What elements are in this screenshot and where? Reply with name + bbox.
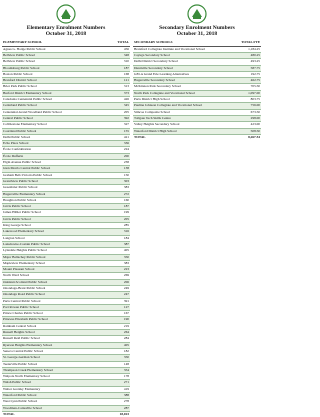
- enrolment-value-cell: 219: [106, 323, 130, 329]
- enrolment-value-cell: 271: [106, 380, 130, 386]
- school-name-cell: Hagersville Secondary School: [133, 78, 233, 84]
- school-name-cell: Graham Bell-Victoria Public School: [2, 172, 106, 178]
- enrolment-value-cell: 205: [106, 216, 130, 222]
- school-name-cell: Teeterville Public School: [2, 361, 106, 367]
- school-name-cell: Brier Park Public School: [2, 84, 106, 90]
- enrolment-value-cell: 121: [106, 78, 130, 84]
- school-name-cell: Jarvis Public School: [2, 216, 106, 222]
- enrolment-value-cell: 160: [106, 197, 130, 203]
- enrolment-value-cell: 184: [106, 235, 130, 241]
- school-name-cell: Bloomsburg Public School: [2, 65, 106, 71]
- school-name-cell: Seneca Central Public School: [2, 348, 106, 354]
- school-name-cell: Central Public School: [2, 115, 106, 121]
- enrolment-value-cell: 190: [106, 317, 130, 323]
- enrolment-value-cell: 285: [106, 223, 130, 229]
- school-name-cell: Walter Gretzky Elementary: [2, 386, 106, 392]
- enrolment-value-cell: 803.75: [233, 97, 261, 103]
- school-name-cell: Bellview Public School: [2, 59, 106, 65]
- enrolment-value-cell: 264: [106, 330, 130, 336]
- enrolment-value-cell: 138: [106, 166, 130, 172]
- school-name-cell: Burford District Elementary School: [2, 90, 106, 96]
- column-header-total-fte: TOTAL FTE: [233, 40, 261, 46]
- enrolment-value-cell: 345: [106, 103, 130, 109]
- school-name-cell: Oakland-Scotland Public School: [2, 279, 106, 285]
- school-name-cell: Simcoe Composite School: [133, 109, 233, 115]
- enrolment-value-cell: 388: [106, 393, 130, 399]
- school-name-cell: Onondaga-Brant Public School: [2, 285, 106, 291]
- school-name-cell: McKinnon Park Secondary School: [133, 84, 233, 90]
- enrolment-value-cell: 316: [106, 229, 130, 235]
- school-name-cell: Dunnville Secondary School: [133, 65, 233, 71]
- enrolment-value-cell: 480.25: [233, 53, 261, 59]
- enrolment-value-cell: 387: [106, 241, 130, 247]
- enrolment-value-cell: 336: [106, 141, 130, 147]
- school-name-cell: Cedarland Public School: [2, 103, 106, 109]
- enrolment-value-cell: 272: [106, 191, 130, 197]
- school-name-cell: Lansdowne-Costain Public School: [2, 241, 106, 247]
- enrolment-value-cell: 456: [106, 46, 130, 52]
- school-name-cell: Princess Elizabeth Public School: [2, 317, 106, 323]
- enrolment-value-cell: 287: [106, 405, 130, 411]
- enrolment-value-cell: 391: [106, 298, 130, 304]
- school-name-cell: Waterford District High School: [133, 128, 233, 134]
- enrolment-value-cell: 421: [106, 134, 130, 140]
- total-row: [2, 411, 130, 417]
- enrolment-value-cell: 278: [106, 399, 130, 405]
- enrolment-value-cell: 313: [106, 84, 130, 90]
- enrolment-value-cell: 200: [106, 153, 130, 159]
- school-name-cell: Branford District School: [2, 78, 106, 84]
- school-name-cell: GELA Grand Erie Learning Alternatives: [133, 71, 233, 77]
- school-name-cell: Valley Heights Secondary School: [133, 122, 233, 128]
- elementary-table-body: [2, 46, 130, 417]
- school-name-cell: Mount Pleasant School: [2, 267, 106, 273]
- enrolment-value-cell: 150: [106, 172, 130, 178]
- enrolment-value-cell: 587.75: [233, 65, 261, 71]
- enrolment-value-cell: 192.75: [233, 71, 261, 77]
- enrolment-value-cell: 405: [106, 248, 130, 254]
- secondary-date: October 31, 2018: [176, 31, 218, 38]
- school-name-cell: Delhi Public School: [2, 134, 106, 140]
- school-name-cell: Brantford Collegiate Institute and Vocational School: [133, 46, 233, 52]
- school-name-cell: Ryerson Heights Elementary School: [2, 342, 106, 348]
- enrolment-value-cell: 167: [106, 311, 130, 317]
- school-name-cell: Cayuga Secondary School: [133, 53, 233, 59]
- enrolment-value-cell: 238: [106, 160, 130, 166]
- school-name-cell: North Ward School: [2, 273, 106, 279]
- enrolment-value-cell: 348: [106, 53, 130, 59]
- enrolment-value-cell: 155: [106, 128, 130, 134]
- enrolment-value-cell: 284: [106, 336, 130, 342]
- school-name-cell: Cobblestone Elementary School: [2, 122, 106, 128]
- enrolment-value-cell: 705.50: [233, 84, 261, 90]
- total-label: TOTAL: [2, 411, 106, 417]
- school-name-cell: Agnes G. Hodge Public School: [2, 46, 106, 52]
- elementary-table: [2, 40, 130, 417]
- school-name-cell: Courtland Public School: [2, 128, 106, 134]
- school-name-cell: Houghton Public School: [2, 197, 106, 203]
- elementary-title: Elementary Enrolment Numbers: [26, 25, 106, 31]
- enrolment-value-cell: 508.50: [233, 128, 261, 134]
- enrolment-value-cell: 1,097.00: [233, 90, 261, 96]
- enrolment-value-cell: 1,184.25: [233, 46, 261, 52]
- enrolment-value-cell: 206: [106, 279, 130, 285]
- enrolment-value-cell: 350: [106, 254, 130, 260]
- enrolment-value-cell: 673.50: [233, 109, 261, 115]
- school-name-cell: James Hillier Public School: [2, 210, 106, 216]
- school-name-cell: Rainham Central School: [2, 323, 106, 329]
- school-name-cell: Boston Public School: [2, 71, 106, 77]
- secondary-table-body: [133, 46, 261, 140]
- school-name-cell: Caledonia Centennial Public School: [2, 97, 106, 103]
- school-name-cell: Mapleview Elementary School: [2, 260, 106, 266]
- school-name-cell: Onondaga Road Public School: [2, 292, 106, 298]
- school-name-cell: Echo Place School: [2, 141, 106, 147]
- enrolment-value-cell: 373: [106, 90, 130, 96]
- school-name-cell: Major Ballachey Public School: [2, 254, 106, 260]
- school-name-cell: King George School: [2, 223, 106, 229]
- school-name-cell: Jarvis Public School: [2, 204, 106, 210]
- enrolment-value-cell: 462.75: [233, 78, 261, 84]
- enrolment-value-cell: 249: [106, 285, 130, 291]
- school-name-cell: West Lynn Public School: [2, 399, 106, 405]
- school-name-cell: Lakewood Elementary School: [2, 229, 106, 235]
- school-name-cell: Thompson Creek Elementary School: [2, 367, 106, 373]
- school-name-cell: École Confédération: [2, 147, 106, 153]
- enrolment-value-cell: 127: [106, 304, 130, 310]
- enrolment-value-cell: 224: [106, 147, 130, 153]
- school-name-cell: Glen Morris Central Public School: [2, 166, 106, 172]
- enrolment-value-cell: 354: [106, 367, 130, 373]
- school-board-logo-icon: [56, 4, 76, 24]
- enrolment-value-cell: 493.25: [233, 59, 261, 65]
- column-header-school: SECONDARY SCHOOLS: [133, 40, 233, 46]
- total-label: TOTAL: [133, 134, 233, 140]
- enrolment-value-cell: 350: [106, 355, 130, 361]
- school-name-cell: Walsh Public School: [2, 380, 106, 386]
- school-name-cell: Russell Reid Public School: [2, 336, 106, 342]
- school-name-cell: Grandview Public School: [2, 178, 106, 184]
- school-name-cell: Lynndale Heights Public School: [2, 248, 106, 254]
- enrolment-value-cell: 199: [106, 210, 130, 216]
- enrolment-value-cell: 223: [106, 267, 130, 273]
- enrolment-value-cell: 756.00: [233, 103, 261, 109]
- school-name-cell: École Dufferin: [2, 153, 106, 159]
- secondary-title: Secondary Enrolment Numbers: [159, 25, 235, 31]
- school-name-cell: Walpole North Elementary School: [2, 374, 106, 380]
- elementary-date: October 31, 2018: [45, 31, 87, 38]
- enrolment-value-cell: 383: [106, 260, 130, 266]
- school-name-cell: Prince Charles Public School: [2, 311, 106, 317]
- enrolment-value-cell: 298.00: [233, 115, 261, 121]
- enrolment-value-cell: 405: [106, 342, 130, 348]
- column-header-school: ELEMENTARY SCHOOL: [2, 40, 106, 46]
- enrolment-value-cell: 426: [106, 97, 130, 103]
- enrolment-value-cell: 168: [106, 71, 130, 77]
- column-header-total: TOTAL: [106, 40, 130, 46]
- elementary-section: [2, 4, 130, 417]
- school-name-cell: Delhi District Secondary School: [133, 59, 233, 65]
- school-name-cell: Langton School: [2, 235, 106, 241]
- secondary-section: [133, 4, 261, 140]
- school-board-logo-icon: [187, 4, 207, 24]
- enrolment-value-cell: 327: [106, 122, 130, 128]
- school-name-cell: Paris Central Public School: [2, 298, 106, 304]
- school-name-cell: St. George-German School: [2, 355, 106, 361]
- enrolment-value-cell: 178: [106, 374, 130, 380]
- school-name-cell: Pauline Johnson Collegiate and Vocational School: [133, 103, 233, 109]
- enrolment-value-cell: 383: [106, 185, 130, 191]
- enrolment-value-cell: 303: [106, 178, 130, 184]
- enrolment-value-cell: 310: [106, 59, 130, 65]
- school-name-cell: Woodman-Cainsville School: [2, 405, 106, 411]
- enrolment-value-cell: 269: [106, 273, 130, 279]
- enrolment-value-cell: 182: [106, 348, 130, 354]
- enrolment-value-cell: 187: [106, 65, 130, 71]
- school-name-cell: Russell Heights School: [2, 330, 106, 336]
- total-row: [133, 134, 261, 140]
- school-name-cell: Waterford Public School: [2, 393, 106, 399]
- enrolment-value-cell: 419: [106, 386, 130, 392]
- enrolment-value-cell: 205: [106, 109, 130, 115]
- secondary-table: [133, 40, 261, 140]
- total-value: 18,023: [106, 411, 130, 417]
- enrolment-value-cell: 392: [106, 115, 130, 121]
- school-name-cell: Paris District High School: [133, 97, 233, 103]
- enrolment-value-cell: 247: [106, 292, 130, 298]
- school-name-cell: Port Rowan Public School: [2, 304, 106, 310]
- total-value: 8,267.54: [233, 134, 261, 140]
- school-name-cell: Centennial-Grand Woodland Public School: [2, 109, 106, 115]
- school-name-cell: Bellview Public School: [2, 53, 106, 59]
- enrolment-value-cell: 187: [106, 204, 130, 210]
- school-name-cell: Tollgate Tech Skills Centre: [133, 115, 233, 121]
- school-name-cell: Greenbrier Public School: [2, 185, 106, 191]
- enrolment-value-cell: 148: [106, 361, 130, 367]
- school-name-cell: Elgin Avenue Public School: [2, 160, 106, 166]
- school-name-cell: Hagersville Elementary School: [2, 191, 106, 197]
- school-name-cell: North Park Collegiate and Vocational School: [133, 90, 233, 96]
- enrolment-value-cell: 423.00: [233, 122, 261, 128]
